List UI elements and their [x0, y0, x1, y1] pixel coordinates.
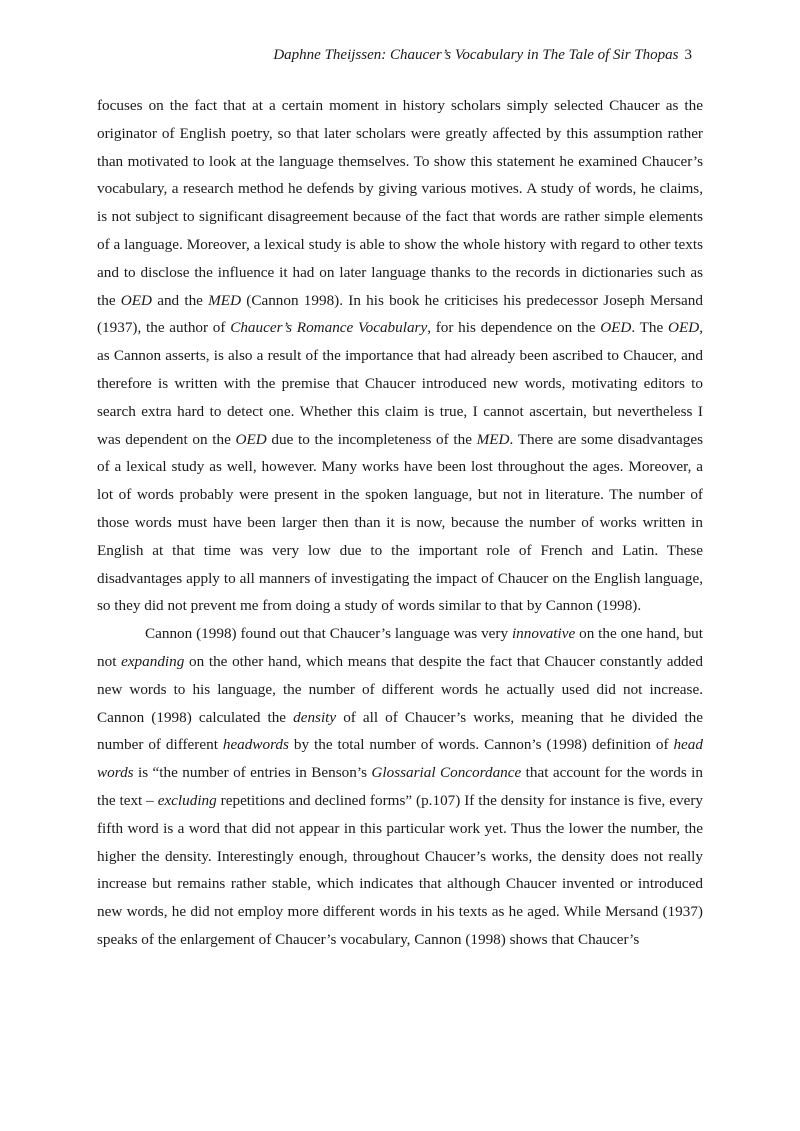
italic-term: headwords: [222, 736, 289, 754]
text-run: of all of Chaucer’s works, meaning that he divided the number of different: [97, 708, 703, 754]
text-run: repetitions and declined forms” (p.107) If the density for instance is five, every fifth word is a word that did not appear in this particular work yet. Thus the lower the number, the higher the density. Interestingly enough, throughout Chaucer’s works, the density does not really increase but remains rather stable, which indicates that although Chaucer invented or introduced new words, he did not employ more different words in his texts as he aged. While Mersand (1937) speaks of the enlargement of Chaucer’s vocabulary, Cannon (1998) shows that Chaucer’s: [97, 791, 704, 948]
text-run: , for his dependence on the: [427, 319, 601, 337]
text-run: on the one hand, but not: [97, 625, 703, 670]
text-run: . There are some disadvantages of a lexical study as well, however. Many works have been lost throughout the ages. Moreover, a lot of words probably were present in the spoken language, but not in literature. The number of those words must have been larger then than it is now, because the number of works written in English at that time was very low due to the important role of French and Latin. These disadvantages apply to all manners of investigating the impact of Chaucer on the English language, so they did not prevent me from doing a study of words similar to that by Cannon (1998).: [97, 430, 703, 615]
italic-term: density: [293, 708, 337, 726]
italic-term: Glossarial Concordance: [371, 764, 522, 782]
text-run: (Cannon 1998). In his book he criticises his predecessor Joseph Mersand (1937), the author of: [97, 291, 703, 337]
italic-term: MED: [476, 430, 510, 448]
text-run: due to the incompleteness of the: [266, 430, 477, 448]
italic-term: OED: [600, 319, 632, 337]
text-run: by the total number of words. Cannon’s (1998) definition of: [288, 736, 674, 754]
italic-term: MED: [208, 291, 242, 309]
italic-term: OED: [668, 319, 700, 337]
page-number: 3: [684, 47, 692, 63]
italic-term: expanding: [121, 652, 185, 670]
text-run: Cannon (1998) found out that Chaucer’s language was very: [145, 625, 512, 643]
body-text: [97, 92, 703, 954]
text-run: is “the number of entries in Benson’s: [133, 764, 372, 782]
text-run: and the: [152, 291, 209, 309]
italic-term: head words: [97, 736, 703, 782]
body-paragraph: [97, 620, 703, 954]
text-run: on the other hand, which means that despite the fact that Chaucer constantly added new words to his language, the number of different words he actually used did not increase. Cannon (1998) calculated the: [97, 652, 703, 726]
italic-term: Chaucer’s Romance Vocabulary: [230, 319, 428, 337]
text-run: focuses on the fact that at a certain moment in history scholars simply selected Chaucer as the originator of English poetry, so that later scholars were greatly affected by this assumption rather than motivated to look at the language themselves. To show this statement he examined Chaucer’s vocabulary, a research method he defends by giving various motives. A study of words, he claims, is not subject to significant disagreement because of the fact that words are rather simple elements of a language. Moreover, a lexical study is able to show the whole history with regard to other texts and to disclose the influence it had on later language thanks to the records in dictionaries such as the: [97, 97, 703, 309]
text-run: . The: [631, 319, 668, 337]
running-title: Daphne Theijssen: Chaucer’s Vocabulary in The Tale of Sir Thopas: [273, 47, 679, 63]
italic-term: excluding: [157, 791, 217, 809]
italic-term: OED: [120, 291, 152, 309]
italic-term: OED: [235, 430, 267, 448]
text-run: that account for the words in the text –: [97, 764, 703, 809]
running-header: [273, 47, 692, 64]
italic-term: innovative: [511, 625, 576, 643]
text-run: , as Cannon asserts, is also a result of the importance that had already been ascribed to Chaucer, and therefore is written with the premise that Chaucer introduced new words, motivating editors to search extra hard to detect one. Whether this claim is true, I cannot ascertain, but nevertheless I was dependent on the: [97, 319, 704, 448]
body-paragraph: [97, 92, 703, 620]
